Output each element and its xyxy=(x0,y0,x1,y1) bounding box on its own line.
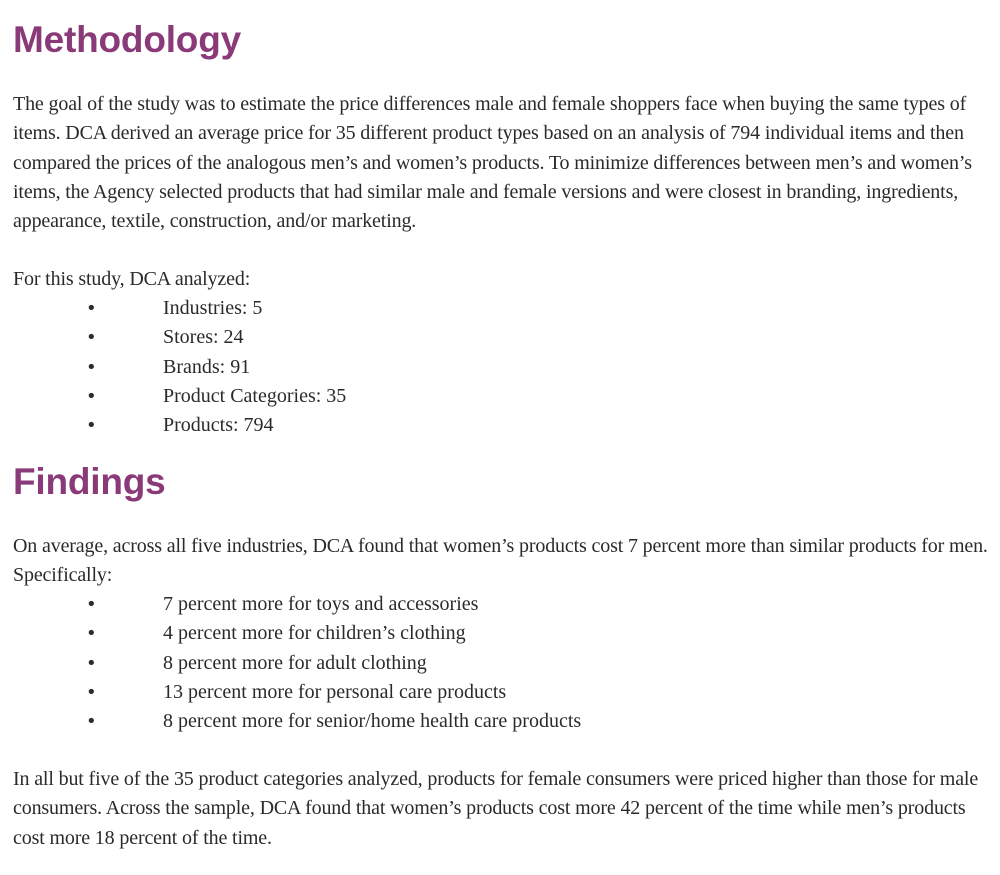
bullet-icon: • xyxy=(86,623,97,645)
bullet-icon: • xyxy=(86,298,97,319)
methodology-paragraph: The goal of the study was to estimate the price differences male and female shoppers face when buying the same types of items. DCA derived an average price for 35 different product types based on an analysis of 794 individual items and then compared the prices of the analogous men’s and women’s products. To minimize differences between men’s and women’s items, the Agency selected products that had similar male and female versions and were closest in branding, ingredients, appearance, textile, construction, and/or marketing. xyxy=(13,93,972,233)
list-item xyxy=(13,619,988,648)
list-item xyxy=(13,707,988,736)
methodology-intro: For this study, DCA analyzed: xyxy=(13,268,251,290)
findings-paragraph: On average, across all five industries, DCA found that women’s products cost 7 percent more than similar products for men. Specifically: xyxy=(13,535,988,587)
list-item xyxy=(13,411,988,440)
methodology-heading: Methodology xyxy=(13,19,241,60)
findings-closing-paragraph: In all but five of the 35 product categories analyzed, products for female consumers were priced higher than those for male consumers. Across the sample, DCA found that women’s products cost more 42 percent of the time while men’s products cost more 18 percent of the time. xyxy=(13,768,979,849)
bullet-icon: • xyxy=(86,681,97,703)
list-item xyxy=(13,649,988,678)
list-item-text: Industries: 5 xyxy=(163,297,263,319)
bullet-icon: • xyxy=(86,652,97,674)
bullet-icon: • xyxy=(86,594,97,615)
list-item-text: 8 percent more for senior/home health care products xyxy=(163,710,582,733)
list-item xyxy=(13,678,988,707)
bullet-icon: • xyxy=(86,711,97,733)
list-item-text: 4 percent more for children’s clothing xyxy=(163,622,466,645)
bullet-icon: • xyxy=(86,327,97,349)
bullet-icon: • xyxy=(86,356,97,378)
list-item-text: Stores: 24 xyxy=(163,326,244,349)
list-item xyxy=(13,590,988,619)
findings-list xyxy=(13,590,988,736)
list-item-text: Product Categories: 35 xyxy=(163,384,347,407)
list-item xyxy=(13,294,988,323)
findings-heading: Findings xyxy=(13,461,166,502)
list-item-text: 7 percent more for toys and accessories xyxy=(163,593,479,615)
list-item-text: 13 percent more for personal care products xyxy=(163,680,507,703)
list-item xyxy=(13,353,988,382)
list-item-text: Products: 794 xyxy=(163,414,274,437)
list-item-text: Brands: 91 xyxy=(163,355,251,378)
list-item xyxy=(13,323,988,352)
list-item xyxy=(13,382,988,411)
methodology-list xyxy=(13,294,988,440)
list-item-text: 8 percent more for adult clothing xyxy=(163,651,427,674)
bullet-icon: • xyxy=(86,385,97,407)
bullet-icon: • xyxy=(86,415,97,437)
